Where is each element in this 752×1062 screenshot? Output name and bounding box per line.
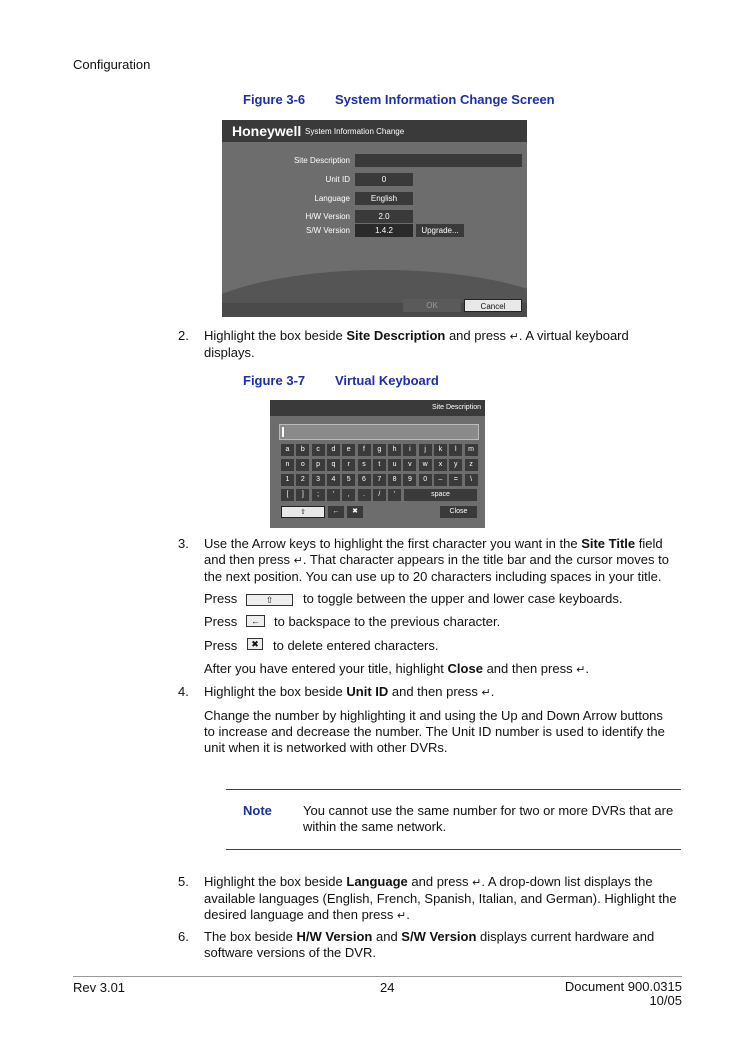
step-3-text bbox=[204, 536, 682, 585]
text: field bbox=[635, 536, 663, 551]
language-select[interactable]: English bbox=[355, 192, 413, 205]
unit-id-field[interactable]: 0 bbox=[355, 173, 413, 186]
figure-3-6-caption bbox=[243, 92, 643, 108]
key[interactable]: [ bbox=[281, 489, 294, 501]
key[interactable]: q bbox=[327, 459, 340, 471]
step-4-text bbox=[204, 684, 682, 701]
delete-key-icon: ✖ bbox=[247, 638, 263, 650]
key[interactable]: 6 bbox=[358, 474, 371, 486]
footer-rule bbox=[73, 976, 682, 977]
key[interactable]: – bbox=[434, 474, 447, 486]
key[interactable]: a bbox=[281, 444, 294, 456]
note-text bbox=[303, 803, 683, 835]
unit-id-label: Unit ID bbox=[325, 175, 350, 184]
language-label: Language bbox=[314, 194, 350, 203]
keyboard-title: Site Description bbox=[431, 404, 481, 411]
keyboard-input-field[interactable] bbox=[279, 424, 479, 440]
upgrade-button[interactable]: Upgrade... bbox=[416, 224, 464, 237]
cancel-button[interactable]: Cancel bbox=[464, 299, 522, 312]
shift-key[interactable]: ⇧ bbox=[281, 506, 325, 518]
key[interactable]: c bbox=[312, 444, 325, 456]
step-number: 3. bbox=[178, 536, 189, 551]
step-number: 2. bbox=[178, 328, 189, 343]
key[interactable]: s bbox=[358, 459, 371, 471]
press-label: Press bbox=[204, 614, 238, 629]
sw-version-value: 1.4.2 bbox=[355, 224, 413, 237]
close-button[interactable]: Close bbox=[440, 506, 477, 518]
text: . That character appears in the title bar and the cursor moves to bbox=[302, 552, 669, 567]
text: The box beside bbox=[204, 929, 297, 944]
bold-term: Close bbox=[447, 661, 483, 676]
text: Highlight the box beside bbox=[204, 874, 347, 889]
key[interactable]: 1 bbox=[281, 474, 294, 486]
text: desired language and then press bbox=[204, 907, 397, 922]
backspace-description: to backspace to the previous character. bbox=[274, 614, 501, 629]
key[interactable]: \ bbox=[465, 474, 478, 486]
system-info-change-screen bbox=[222, 120, 527, 317]
key[interactable]: 9 bbox=[403, 474, 416, 486]
key[interactable]: e bbox=[342, 444, 355, 456]
text: and then press bbox=[204, 552, 294, 567]
sw-version-label: S/W Version bbox=[305, 226, 350, 235]
text: . bbox=[490, 684, 495, 699]
step-number: 5. bbox=[178, 874, 189, 889]
bold-term: S/W Version bbox=[401, 929, 477, 944]
backspace-key-icon: ← bbox=[246, 615, 265, 627]
text: within the same network. bbox=[303, 819, 447, 834]
key[interactable]: j bbox=[419, 444, 432, 456]
note-top-rule bbox=[226, 789, 681, 790]
figure-number: Figure 3-7 bbox=[243, 373, 306, 388]
key[interactable]: w bbox=[419, 459, 432, 471]
key[interactable]: . bbox=[358, 489, 371, 501]
text: software versions of the DVR. bbox=[204, 945, 376, 960]
text: Highlight the box beside bbox=[204, 328, 347, 343]
bold-term: Unit ID bbox=[346, 684, 389, 699]
text: You cannot use the same number for two or more DVRs that are bbox=[303, 803, 674, 818]
hw-version-label: H/W Version bbox=[305, 212, 350, 221]
honeywell-logo: Honeywell bbox=[232, 123, 302, 139]
key[interactable]: p bbox=[312, 459, 325, 471]
text: . A drop-down list displays the bbox=[481, 874, 653, 889]
enter-icon: ↵ bbox=[472, 877, 482, 889]
figure-3-7-caption bbox=[243, 373, 643, 389]
shift-description: to toggle between the upper and lower case keyboards. bbox=[303, 591, 623, 606]
key[interactable]: ; bbox=[312, 489, 325, 501]
delete-description: to delete entered characters. bbox=[273, 638, 439, 653]
enter-icon: ↵ bbox=[509, 331, 519, 343]
key[interactable]: 3 bbox=[312, 474, 325, 486]
text: displays current hardware and bbox=[476, 929, 655, 944]
key[interactable]: k bbox=[434, 444, 447, 456]
text: Highlight the box beside bbox=[204, 684, 347, 699]
key[interactable]: b bbox=[296, 444, 309, 456]
document-number: Document 900.0315 bbox=[564, 979, 682, 994]
key[interactable]: ' bbox=[388, 489, 401, 501]
shift-key-icon: ⇧ bbox=[246, 594, 293, 606]
step-number: 4. bbox=[178, 684, 189, 699]
figure-number: Figure 3-6 bbox=[243, 92, 306, 107]
window-title: System Information Change bbox=[305, 127, 405, 136]
key[interactable]: y bbox=[449, 459, 462, 471]
text: and press bbox=[407, 874, 473, 889]
text: to increase and decrease the number. The Unit ID number is used to identify the bbox=[204, 724, 665, 739]
text: the next position. You can use up to 20 characters including spaces in your title. bbox=[204, 569, 662, 584]
step-2-text bbox=[204, 328, 682, 361]
bold-term: Site Description bbox=[346, 328, 446, 343]
key[interactable]: 8 bbox=[388, 474, 401, 486]
delete-key[interactable]: ✖ bbox=[347, 506, 363, 518]
note-label: Note bbox=[243, 803, 272, 818]
key[interactable]: 2 bbox=[296, 474, 309, 486]
document-date: 10/05 bbox=[649, 993, 682, 1008]
bold-term: H/W Version bbox=[296, 929, 373, 944]
text: and bbox=[372, 929, 402, 944]
key[interactable]: 5 bbox=[342, 474, 355, 486]
title-bar bbox=[222, 120, 527, 142]
key[interactable]: ' bbox=[327, 489, 340, 501]
key[interactable]: , bbox=[342, 489, 355, 501]
key[interactable]: f bbox=[358, 444, 371, 456]
key[interactable]: ] bbox=[296, 489, 309, 501]
key[interactable]: v bbox=[403, 459, 416, 471]
step-6-text bbox=[204, 929, 682, 961]
key[interactable]: 7 bbox=[373, 474, 386, 486]
text: available languages (English, French, Spanish, Italian, and German). Highlight the bbox=[204, 891, 677, 906]
after-title-text bbox=[204, 661, 682, 678]
footer-document bbox=[482, 980, 682, 1008]
press-label: Press bbox=[204, 591, 238, 606]
key[interactable]: = bbox=[449, 474, 462, 486]
key[interactable]: h bbox=[388, 444, 401, 456]
key[interactable]: g bbox=[373, 444, 386, 456]
running-header: Configuration bbox=[73, 57, 151, 72]
text: and then press bbox=[388, 684, 482, 699]
key[interactable]: l bbox=[449, 444, 462, 456]
keyboard-title-bar bbox=[270, 400, 485, 416]
site-description-field[interactable] bbox=[355, 154, 522, 167]
text: and press bbox=[445, 328, 510, 343]
text: . A virtual keyboard bbox=[518, 328, 629, 343]
enter-icon: ↵ bbox=[396, 910, 407, 922]
step-number: 6. bbox=[178, 929, 189, 944]
step-4-detail bbox=[204, 708, 682, 756]
note-bottom-rule bbox=[226, 849, 681, 850]
key[interactable]: i bbox=[403, 444, 416, 456]
bold-term: Language bbox=[346, 874, 408, 889]
key[interactable]: m bbox=[465, 444, 478, 456]
key[interactable]: 0 bbox=[419, 474, 432, 486]
bold-term: Site Title bbox=[581, 536, 636, 551]
key[interactable]: u bbox=[388, 459, 401, 471]
footer-revision: Rev 3.01 bbox=[73, 980, 126, 995]
key[interactable]: n bbox=[281, 459, 294, 471]
figure-title: System Information Change Screen bbox=[335, 92, 555, 107]
text: After you have entered your title, highlight bbox=[204, 661, 448, 676]
text: displays. bbox=[204, 345, 255, 360]
enter-icon: ↵ bbox=[481, 687, 491, 699]
text-cursor bbox=[282, 427, 284, 437]
text: Use the Arrow keys to highlight the first character you want in the bbox=[204, 536, 582, 551]
enter-icon: ↵ bbox=[293, 555, 303, 567]
virtual-keyboard bbox=[270, 400, 485, 528]
key[interactable]: d bbox=[327, 444, 340, 456]
text: . bbox=[585, 661, 590, 676]
text: . bbox=[406, 907, 410, 922]
site-description-label: Site Description bbox=[293, 156, 350, 165]
key[interactable]: o bbox=[296, 459, 309, 471]
text: unit when it is networked with other DVRs. bbox=[204, 740, 448, 755]
space-key[interactable]: space bbox=[404, 489, 477, 501]
footer-page-number: 24 bbox=[380, 980, 395, 995]
ok-button[interactable]: OK bbox=[403, 299, 461, 312]
key[interactable]: 4 bbox=[327, 474, 340, 486]
key[interactable]: x bbox=[434, 459, 447, 471]
text: and then press bbox=[482, 661, 577, 676]
step-5-text bbox=[204, 874, 682, 924]
figure-title: Virtual Keyboard bbox=[335, 373, 439, 388]
backspace-key[interactable]: ← bbox=[328, 506, 344, 518]
hw-version-value: 2.0 bbox=[355, 210, 413, 223]
key[interactable]: / bbox=[373, 489, 386, 501]
enter-icon: ↵ bbox=[576, 664, 586, 676]
press-label: Press bbox=[204, 638, 238, 653]
key[interactable]: r bbox=[342, 459, 355, 471]
key[interactable]: t bbox=[373, 459, 386, 471]
key[interactable]: z bbox=[465, 459, 478, 471]
text: Change the number by highlighting it and using the Up and Down Arrow buttons bbox=[204, 708, 663, 723]
